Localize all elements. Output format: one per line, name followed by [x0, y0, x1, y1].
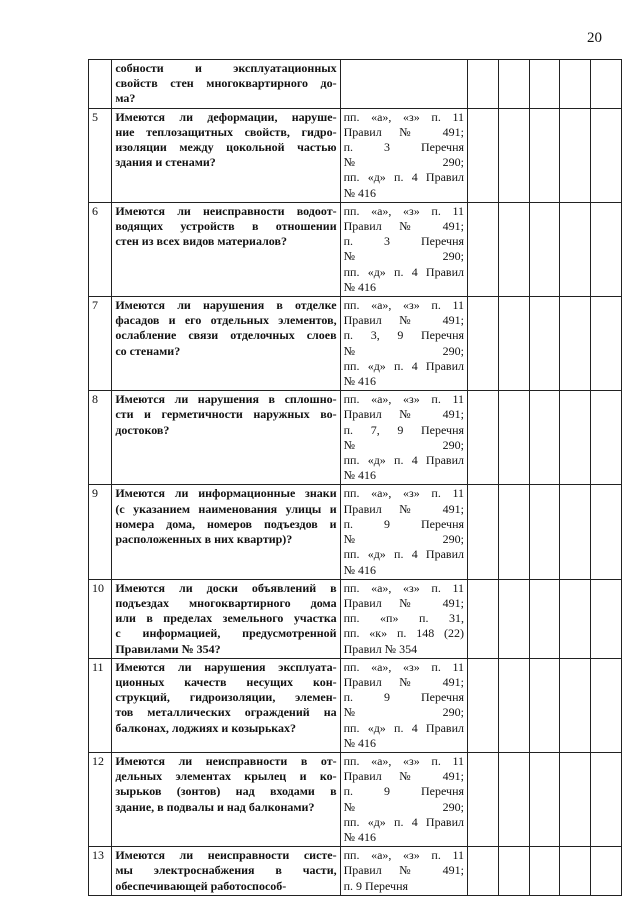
reference-line: № 416 — [343, 562, 377, 577]
reference-line: п. 9 Перечня — [343, 516, 465, 531]
row-number: 9 — [89, 485, 112, 579]
reference-line: п. 9 Перечня — [343, 690, 465, 705]
answer-cell[interactable] — [529, 752, 560, 846]
answer-cell[interactable] — [560, 297, 591, 391]
answer-cell[interactable] — [468, 658, 499, 752]
reference-line: пп. «а», «з» п. 11 — [343, 203, 465, 218]
reference-line: пп. «а», «з» п. 11 — [343, 486, 465, 501]
reference-line: № 290; — [343, 799, 465, 814]
answer-cell[interactable] — [560, 108, 591, 202]
reference-line: пп. «а», «з» п. 11 — [343, 580, 465, 595]
reference-line: № 416 — [343, 279, 377, 294]
question-line: с информацией, предусмотренной — [115, 626, 337, 641]
answer-cell[interactable] — [591, 60, 622, 109]
reference-line: пп. «п» п. 31, — [343, 611, 465, 626]
question-line: балконах, лоджиях и козырьках? — [115, 720, 297, 735]
answer-cell[interactable] — [498, 60, 529, 109]
answer-cell[interactable] — [591, 485, 622, 579]
question-line: обеспечивающей работоспособ- — [115, 878, 287, 893]
table-row — [89, 485, 622, 579]
question-line: здание, в подвалы и над балконами? — [115, 799, 315, 814]
answer-cell[interactable] — [498, 847, 529, 896]
reference-line: № 290; — [343, 437, 465, 452]
reference-line: пп. «а», «з» п. 11 — [343, 392, 465, 407]
table-row — [89, 391, 622, 485]
answer-cell[interactable] — [591, 752, 622, 846]
answer-cell[interactable] — [529, 391, 560, 485]
question-line: тов металлических ограждений на — [115, 705, 337, 720]
reference-cell — [340, 485, 467, 579]
question-line: зырьков (зонтов) над входами в — [115, 784, 337, 799]
reference-line: п. 9 Перечня — [343, 878, 409, 893]
question-line: водящих устройств в отношении — [115, 219, 337, 234]
answer-cell[interactable] — [529, 485, 560, 579]
question-line: здания и стенами? — [115, 155, 216, 170]
answer-cell[interactable] — [560, 847, 591, 896]
question-line: свойств стен многоквартирного до- — [115, 76, 337, 91]
reference-line: п. 7, 9 Перечня — [343, 422, 465, 437]
question-line: ослабление связи отделочных слоев — [115, 328, 337, 343]
reference-line: № 290; — [343, 705, 465, 720]
question-cell — [112, 485, 340, 579]
row-number — [89, 60, 112, 109]
reference-cell — [340, 202, 467, 296]
answer-cell[interactable] — [468, 202, 499, 296]
reference-line: пп. «а», «з» п. 11 — [343, 298, 465, 313]
answer-cell[interactable] — [529, 579, 560, 658]
question-line: мы электроснабжения в части, — [115, 863, 337, 878]
answer-cell[interactable] — [560, 658, 591, 752]
reference-line: № 290; — [343, 155, 465, 170]
table-row — [89, 752, 622, 846]
question-line: или в пределах земельного участка — [115, 611, 337, 626]
answer-cell[interactable] — [468, 108, 499, 202]
reference-line: п. 3, 9 Перечня — [343, 328, 465, 343]
answer-cell[interactable] — [591, 391, 622, 485]
reference-cell — [340, 108, 467, 202]
reference-line: пп. «к» п. 148 (22) — [343, 626, 465, 641]
answer-cell[interactable] — [591, 202, 622, 296]
answer-cell[interactable] — [560, 391, 591, 485]
reference-line: № 416 — [343, 374, 377, 389]
table-row — [89, 579, 622, 658]
reference-line: Правил № 491; — [343, 769, 465, 784]
answer-cell[interactable] — [529, 658, 560, 752]
question-line: сти и герметичности наружных во- — [115, 407, 337, 422]
table-row — [89, 60, 622, 109]
reference-line: № 290; — [343, 532, 465, 547]
answer-cell[interactable] — [498, 297, 529, 391]
answer-cell[interactable] — [468, 579, 499, 658]
question-line: Имеются ли неисправности систе- — [115, 848, 337, 863]
question-cell — [112, 297, 340, 391]
question-line: достоков? — [115, 422, 170, 437]
reference-cell — [340, 60, 467, 109]
answer-cell[interactable] — [498, 752, 529, 846]
reference-line: Правил № 491; — [343, 407, 465, 422]
answer-cell[interactable] — [560, 202, 591, 296]
answer-cell[interactable] — [498, 391, 529, 485]
reference-cell — [340, 297, 467, 391]
reference-line: пп. «а», «з» п. 11 — [343, 109, 465, 124]
question-line: Имеются ли деформации, наруше- — [115, 109, 337, 124]
table-row — [89, 658, 622, 752]
question-line: Имеются ли информационные знаки — [115, 486, 337, 501]
question-line: Имеются ли нарушения в сплошно- — [115, 392, 337, 407]
row-number: 5 — [89, 108, 112, 202]
question-line: струкций, гидроизоляции, элемен- — [115, 690, 337, 705]
answer-cell[interactable] — [468, 485, 499, 579]
reference-line: пп. «д» п. 4 Правил — [343, 170, 465, 185]
reference-line: Правил № 491; — [343, 501, 465, 516]
reference-line: Правил № 354 — [343, 641, 418, 656]
reference-line: пп. «а», «з» п. 11 — [343, 753, 465, 768]
reference-line: п. 3 Перечня — [343, 140, 465, 155]
row-number: 11 — [89, 658, 112, 752]
answer-cell[interactable] — [591, 658, 622, 752]
question-line: Имеются ли нарушения в отделке — [115, 298, 337, 313]
answer-cell[interactable] — [560, 60, 591, 109]
reference-cell — [340, 847, 467, 896]
answer-cell[interactable] — [468, 391, 499, 485]
row-number: 6 — [89, 202, 112, 296]
question-line: дельных элементах крылец и ко- — [115, 769, 337, 784]
question-line: (с указанием наименования улицы и — [115, 501, 337, 516]
reference-cell — [340, 752, 467, 846]
reference-line: пп. «а», «з» п. 11 — [343, 848, 465, 863]
reference-line: пп. «д» п. 4 Правил — [343, 720, 465, 735]
reference-line: № 416 — [343, 468, 377, 483]
reference-line: Правил № 491; — [343, 219, 465, 234]
question-line: номера дома, номеров подъездов и — [115, 516, 337, 531]
question-line: фасадов и его отдельных элементов, — [115, 313, 337, 328]
reference-line: № 416 — [343, 185, 377, 200]
answer-cell[interactable] — [560, 752, 591, 846]
reference-line: Правил № 491; — [343, 313, 465, 328]
reference-line: Правил № 491; — [343, 595, 465, 610]
answer-cell[interactable] — [498, 108, 529, 202]
question-line: стен из всех видов материалов? — [115, 234, 287, 249]
reference-cell — [340, 391, 467, 485]
reference-line: Правил № 491; — [343, 674, 465, 689]
reference-cell — [340, 658, 467, 752]
answer-cell[interactable] — [560, 579, 591, 658]
row-number: 8 — [89, 391, 112, 485]
answer-cell[interactable] — [468, 847, 499, 896]
answer-cell[interactable] — [529, 847, 560, 896]
reference-line: Правил № 491; — [343, 124, 465, 139]
table-row — [89, 202, 622, 296]
answer-cell[interactable] — [529, 202, 560, 296]
answer-cell[interactable] — [591, 297, 622, 391]
reference-line: пп. «д» п. 4 Правил — [343, 814, 465, 829]
row-number: 13 — [89, 847, 112, 896]
question-line: изоляции между цокольной частью — [115, 140, 337, 155]
question-line: Имеются ли нарушения эксплуата- — [115, 659, 337, 674]
answer-cell[interactable] — [591, 579, 622, 658]
question-line: со стенами? — [115, 343, 181, 358]
question-line: Правилами № 354? — [115, 641, 221, 656]
reference-line: Правил № 491; — [343, 863, 465, 878]
question-cell — [112, 658, 340, 752]
answer-cell[interactable] — [498, 658, 529, 752]
answer-cell[interactable] — [498, 202, 529, 296]
answer-cell[interactable] — [498, 485, 529, 579]
answer-cell[interactable] — [468, 752, 499, 846]
table-row — [89, 847, 622, 896]
reference-line: пп. «а», «з» п. 11 — [343, 659, 465, 674]
question-cell — [112, 579, 340, 658]
answer-cell[interactable] — [560, 485, 591, 579]
question-cell — [112, 202, 340, 296]
question-cell — [112, 752, 340, 846]
question-cell — [112, 60, 340, 109]
reference-line: № 416 — [343, 735, 377, 750]
answer-cell[interactable] — [591, 847, 622, 896]
answer-cell[interactable] — [468, 297, 499, 391]
reference-line: пп. «д» п. 4 Правил — [343, 358, 465, 373]
reference-line: № 290; — [343, 249, 465, 264]
question-line: расположенных в них квартир)? — [115, 532, 293, 547]
row-number: 7 — [89, 297, 112, 391]
reference-line: пп. «д» п. 4 Правил — [343, 547, 465, 562]
row-number: 10 — [89, 579, 112, 658]
reference-line: п. 9 Перечня — [343, 784, 465, 799]
answer-cell[interactable] — [529, 297, 560, 391]
reference-line: пп. «д» п. 4 Правил — [343, 453, 465, 468]
question-line: Имеются ли доски объявлений в — [115, 580, 337, 595]
question-cell — [112, 847, 340, 896]
question-line: ние теплозащитных свойств, гидро- — [115, 124, 337, 139]
question-cell — [112, 108, 340, 202]
answer-cell[interactable] — [591, 108, 622, 202]
question-line: ма? — [115, 91, 136, 106]
table-row — [89, 108, 622, 202]
reference-cell — [340, 579, 467, 658]
answer-cell[interactable] — [529, 60, 560, 109]
question-cell — [112, 391, 340, 485]
question-line: подъездах многоквартирного дома — [115, 595, 337, 610]
reference-line: № 290; — [343, 343, 465, 358]
answer-cell[interactable] — [498, 579, 529, 658]
reference-line: пп. «д» п. 4 Правил — [343, 264, 465, 279]
reference-line: № 416 — [343, 829, 377, 844]
answer-cell[interactable] — [468, 60, 499, 109]
answer-cell[interactable] — [529, 108, 560, 202]
table-row — [89, 297, 622, 391]
reference-line: п. 3 Перечня — [343, 234, 465, 249]
question-line: Имеются ли неисправности в от- — [115, 753, 337, 768]
row-number: 12 — [89, 752, 112, 846]
question-line: собности и эксплуатационных — [115, 61, 337, 75]
checklist-table — [88, 59, 622, 896]
question-line: ционных качеств несущих кон- — [115, 674, 337, 689]
page-number: 20 — [587, 30, 602, 46]
question-line: Имеются ли неисправности водоот- — [115, 203, 337, 218]
